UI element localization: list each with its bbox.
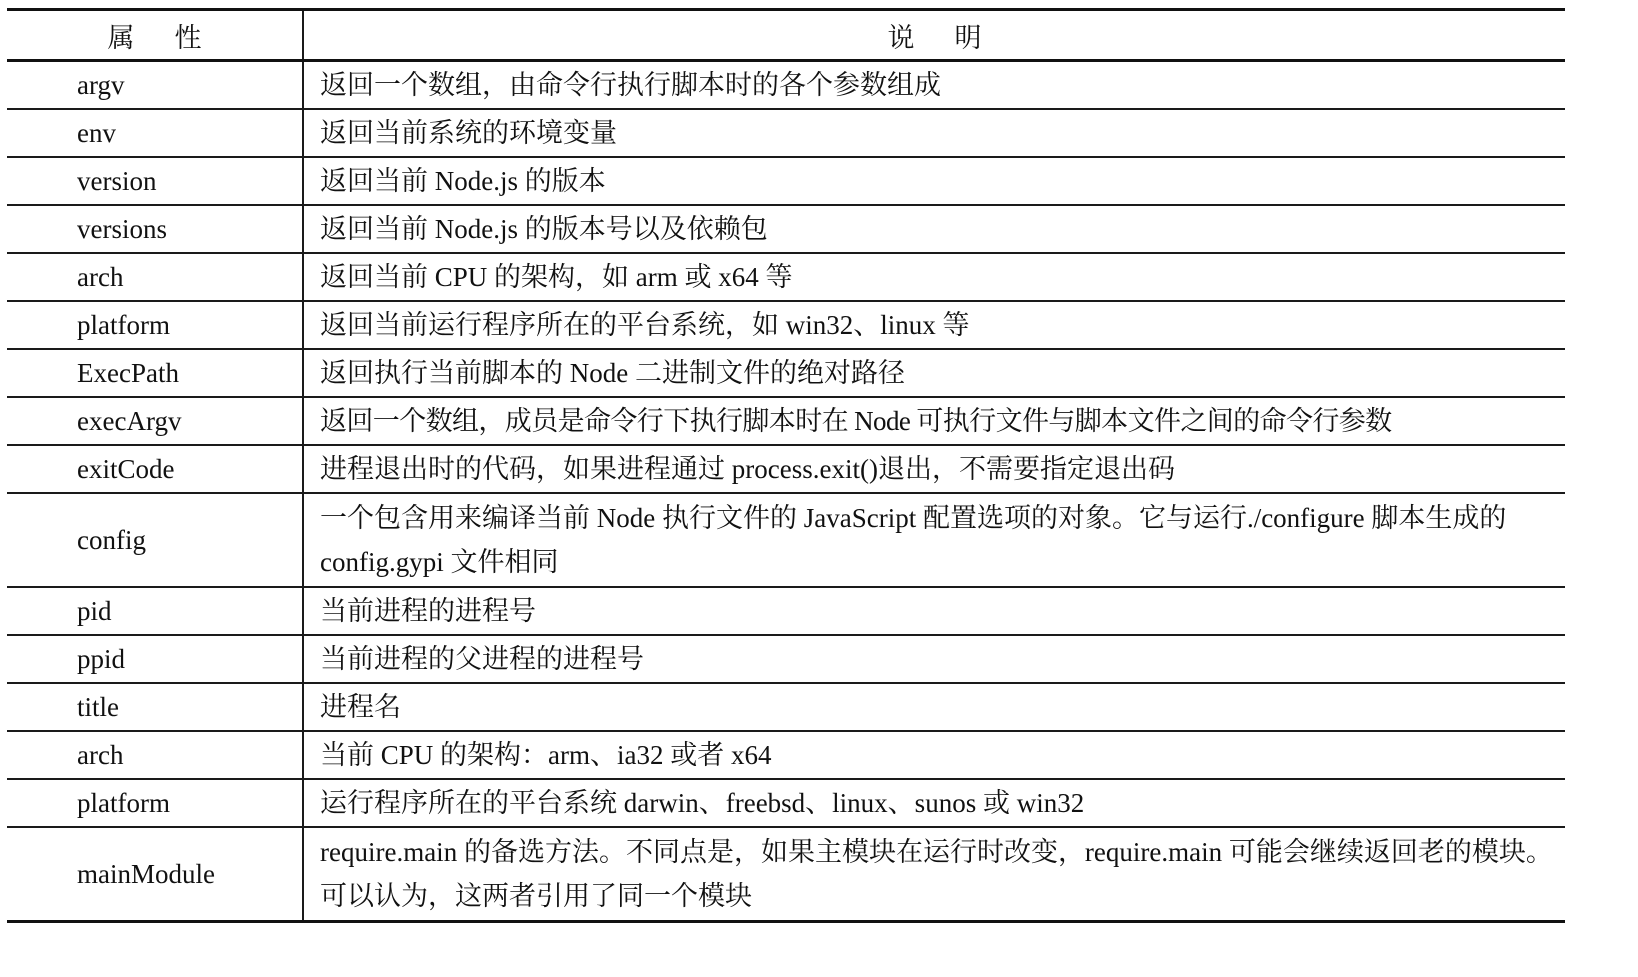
table-row (7, 301, 1565, 349)
property-name: exitCode (7, 445, 303, 493)
table-row (7, 205, 1565, 253)
property-description: 返回当前运行程序所在的平台系统，如 win32、linux 等 (303, 301, 1565, 349)
property-description: 运行程序所在的平台系统 darwin、freebsd、linux、sunos 或 win32 (303, 779, 1565, 827)
table-row (7, 253, 1565, 301)
property-name: title (7, 683, 303, 731)
table-row (7, 109, 1565, 157)
property-description: require.main 的备选方法。不同点是，如果主模块在运行时改变，require.main 可能会继续返回老的模块。可以认为，这两者引用了同一个模块 (303, 827, 1565, 922)
property-name: pid (7, 587, 303, 635)
property-name: mainModule (7, 827, 303, 922)
table-row (7, 397, 1565, 445)
property-name: versions (7, 205, 303, 253)
table-row (7, 349, 1565, 397)
header-property: 属性 (7, 10, 303, 61)
property-name: ExecPath (7, 349, 303, 397)
property-name: arch (7, 731, 303, 779)
property-description: 返回执行当前脚本的 Node 二进制文件的绝对路径 (303, 349, 1565, 397)
table-row (7, 827, 1565, 922)
property-description: 返回当前 CPU 的架构，如 arm 或 x64 等 (303, 253, 1565, 301)
property-description: 返回一个数组，由命令行执行脚本时的各个参数组成 (303, 61, 1565, 110)
table-row (7, 779, 1565, 827)
property-description: 一个包含用来编译当前 Node 执行文件的 JavaScript 配置选项的对象。它与运行./configure 脚本生成的 config.gypi 文件相同 (303, 493, 1565, 587)
property-name: config (7, 493, 303, 587)
property-description: 当前进程的进程号 (303, 587, 1565, 635)
property-name: platform (7, 301, 303, 349)
table-row (7, 61, 1565, 110)
table-row (7, 731, 1565, 779)
property-name: argv (7, 61, 303, 110)
header-description: 说明 (303, 10, 1565, 61)
property-description: 返回一个数组，成员是命令行下执行脚本时在 Node 可执行文件与脚本文件之间的命令行参数 (303, 397, 1565, 445)
property-name: env (7, 109, 303, 157)
process-properties-table-container (7, 8, 1565, 923)
property-name: execArgv (7, 397, 303, 445)
property-description: 返回当前系统的环境变量 (303, 109, 1565, 157)
property-name: platform (7, 779, 303, 827)
property-description: 进程退出时的代码，如果进程通过 process.exit()退出，不需要指定退出码 (303, 445, 1565, 493)
table-row (7, 445, 1565, 493)
property-name: ppid (7, 635, 303, 683)
table-row (7, 635, 1565, 683)
property-description: 当前进程的父进程的进程号 (303, 635, 1565, 683)
property-description: 进程名 (303, 683, 1565, 731)
property-description: 返回当前 Node.js 的版本号以及依赖包 (303, 205, 1565, 253)
property-description: 返回当前 Node.js 的版本 (303, 157, 1565, 205)
process-properties-table (7, 8, 1565, 923)
property-name: version (7, 157, 303, 205)
table-row (7, 493, 1565, 587)
property-name: arch (7, 253, 303, 301)
table-header-row (7, 10, 1565, 61)
table-row (7, 587, 1565, 635)
table-row (7, 157, 1565, 205)
table-row (7, 683, 1565, 731)
property-description: 当前 CPU 的架构：arm、ia32 或者 x64 (303, 731, 1565, 779)
